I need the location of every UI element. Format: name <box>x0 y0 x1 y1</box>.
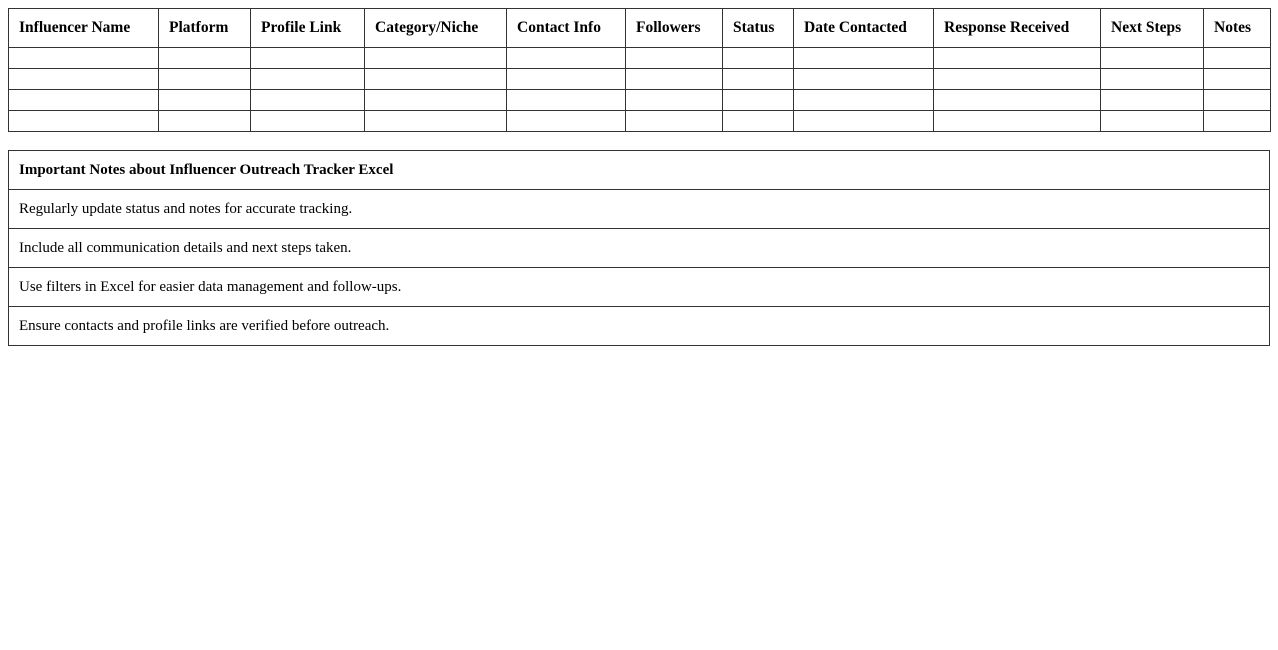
note-item: Regularly update status and notes for accurate tracking. <box>9 190 1270 229</box>
table-row <box>9 48 1271 69</box>
table-cell[interactable] <box>723 90 794 111</box>
table-cell[interactable] <box>1204 111 1271 132</box>
table-cell[interactable] <box>251 90 365 111</box>
table-cell[interactable] <box>723 48 794 69</box>
table-cell[interactable] <box>159 48 251 69</box>
note-row <box>9 268 1270 307</box>
notes-title-row <box>9 151 1270 190</box>
column-header-contact-info: Contact Info <box>507 9 626 48</box>
table-cell[interactable] <box>934 69 1101 90</box>
table-cell[interactable] <box>626 90 723 111</box>
table-cell[interactable] <box>9 90 159 111</box>
table-cell[interactable] <box>159 90 251 111</box>
notes-table <box>8 150 1270 346</box>
table-row <box>9 90 1271 111</box>
table-cell[interactable] <box>1204 69 1271 90</box>
table-cell[interactable] <box>251 69 365 90</box>
table-cell[interactable] <box>507 48 626 69</box>
table-cell[interactable] <box>794 111 934 132</box>
table-cell[interactable] <box>1101 90 1204 111</box>
column-header-category-niche: Category/Niche <box>365 9 507 48</box>
table-cell[interactable] <box>365 48 507 69</box>
table-cell[interactable] <box>626 111 723 132</box>
column-header-next-steps: Next Steps <box>1101 9 1204 48</box>
table-cell[interactable] <box>1101 111 1204 132</box>
table-cell[interactable] <box>9 69 159 90</box>
table-cell[interactable] <box>1101 48 1204 69</box>
table-cell[interactable] <box>934 48 1101 69</box>
tracker-table <box>8 8 1271 132</box>
column-header-influencer-name: Influencer Name <box>9 9 159 48</box>
table-cell[interactable] <box>9 111 159 132</box>
table-cell[interactable] <box>794 69 934 90</box>
table-cell[interactable] <box>251 48 365 69</box>
table-row <box>9 111 1271 132</box>
column-header-response-received: Response Received <box>934 9 1101 48</box>
note-row <box>9 190 1270 229</box>
table-cell[interactable] <box>251 111 365 132</box>
table-cell[interactable] <box>723 69 794 90</box>
table-cell[interactable] <box>507 69 626 90</box>
note-row <box>9 229 1270 268</box>
tracker-header-row <box>9 9 1271 48</box>
column-header-profile-link: Profile Link <box>251 9 365 48</box>
column-header-followers: Followers <box>626 9 723 48</box>
table-cell[interactable] <box>507 111 626 132</box>
table-cell[interactable] <box>934 111 1101 132</box>
table-cell[interactable] <box>1204 48 1271 69</box>
notes-title: Important Notes about Influencer Outreach Tracker Excel <box>9 151 1270 190</box>
column-header-status: Status <box>723 9 794 48</box>
table-cell[interactable] <box>365 111 507 132</box>
column-header-notes: Notes <box>1204 9 1271 48</box>
table-cell[interactable] <box>507 90 626 111</box>
table-row <box>9 69 1271 90</box>
table-cell[interactable] <box>626 69 723 90</box>
table-cell[interactable] <box>626 48 723 69</box>
table-cell[interactable] <box>794 90 934 111</box>
table-cell[interactable] <box>159 111 251 132</box>
table-cell[interactable] <box>723 111 794 132</box>
table-cell[interactable] <box>1204 90 1271 111</box>
table-cell[interactable] <box>794 48 934 69</box>
column-header-platform: Platform <box>159 9 251 48</box>
table-cell[interactable] <box>9 48 159 69</box>
table-cell[interactable] <box>159 69 251 90</box>
note-item: Use filters in Excel for easier data management and follow-ups. <box>9 268 1270 307</box>
note-item: Ensure contacts and profile links are verified before outreach. <box>9 307 1270 346</box>
note-row <box>9 307 1270 346</box>
column-header-date-contacted: Date Contacted <box>794 9 934 48</box>
table-cell[interactable] <box>365 69 507 90</box>
note-item: Include all communication details and next steps taken. <box>9 229 1270 268</box>
table-cell[interactable] <box>365 90 507 111</box>
table-cell[interactable] <box>1101 69 1204 90</box>
table-cell[interactable] <box>934 90 1101 111</box>
